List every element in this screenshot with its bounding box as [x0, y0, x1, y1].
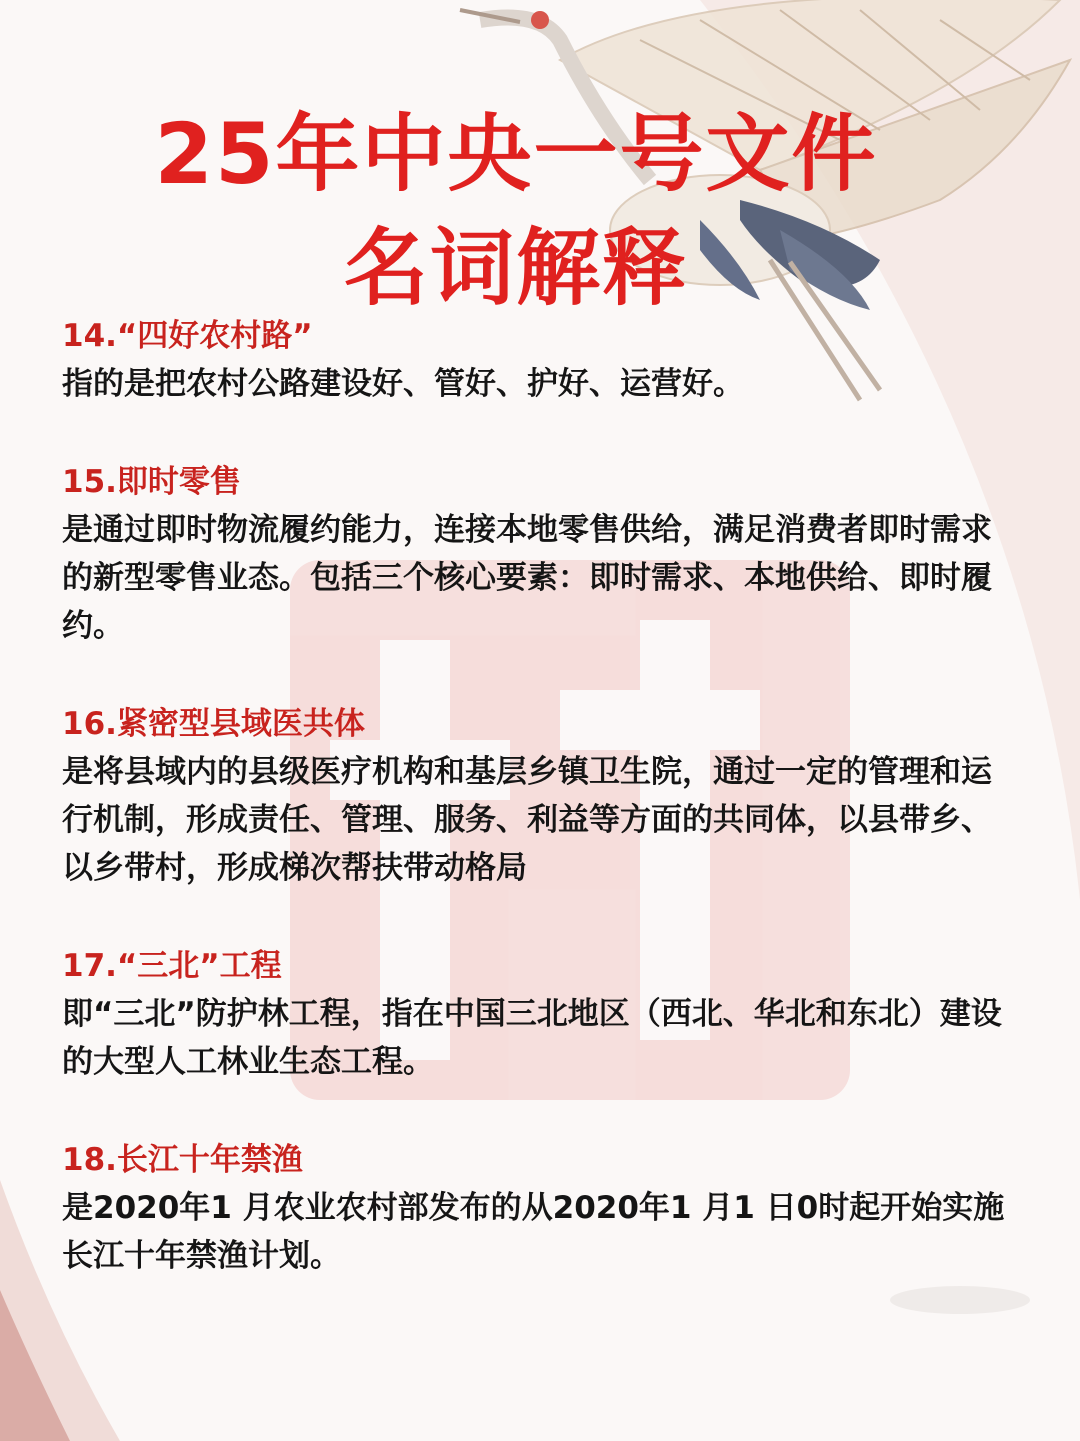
term-definition: 是将县域内的县级医疗机构和基层乡镇卫生院，通过一定的管理和运行机制，形成责任、管理、服务、利益等方面的共同体，以县带乡、以乡带村，形成梯次帮扶带动格局: [62, 754, 992, 886]
term-entry-15: [62, 460, 1022, 650]
term-entry-18: [62, 1138, 1022, 1280]
term-heading: 16.紧密型县域医共体: [62, 706, 365, 742]
term-definition: 是通过即时物流履约能力，连接本地零售供给，满足消费者即时需求的新型零售业态。包括三个核心要素：即时需求、本地供给、即时履约。: [62, 512, 992, 644]
shadow-smudge: [890, 1286, 1030, 1314]
page-title-line-2: 名词解释: [343, 219, 688, 317]
term-definition: 指的是把农村公路建设好、管好、护好、运营好。: [62, 366, 744, 402]
page-title-line-1: 25年中央一号文件: [154, 105, 878, 203]
term-entry-14: [62, 314, 1022, 408]
term-entry-16: [62, 702, 1022, 892]
term-heading: 15.即时零售: [62, 464, 241, 500]
term-heading: 18.长江十年禁渔: [62, 1142, 303, 1178]
term-definition: 即“三北”防护林工程，指在中国三北地区（西北、华北和东北）建设的大型人工林业生态工程。: [62, 996, 1002, 1080]
term-entry-17: [62, 944, 1022, 1086]
term-definition: 是2020年1 月农业农村部发布的从2020年1 月1 日0时起开始实施长江十年禁渔计划。: [62, 1190, 1005, 1274]
term-heading: 17.“三北”工程: [62, 948, 282, 984]
term-heading: 14.“四好农村路”: [62, 318, 313, 354]
